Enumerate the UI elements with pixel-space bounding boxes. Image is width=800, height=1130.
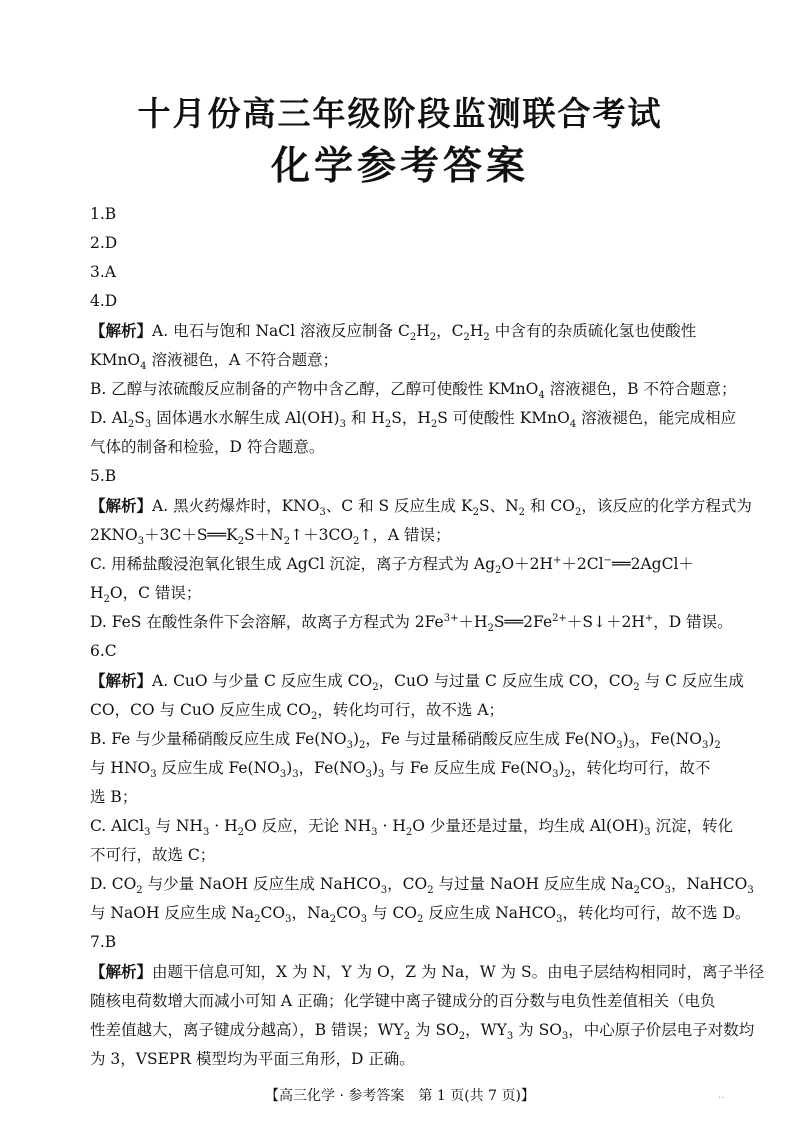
explanation-line: 【解析】A. CuO 与少量 C 反应生成 $CO_2$，CuO 与过量 C 反应生成 CO，$CO_2$ 与 C 反应生成 [90,671,744,694]
explanation-line: 气体的制备和检验，D 符合题意。 [90,438,325,456]
answer-label: 3.A [90,263,116,281]
explanation-line: B. 乙醇与浓硫酸反应制备的产物中含乙醇，乙醇可使酸性 KMnO$_4$ 溶液褪色，B 不符合题意； [90,380,737,402]
explanation-line: 选 B； [90,788,138,806]
explanation-line: 不可行，故选 C； [90,846,216,864]
explanation-line: C. 用稀盐酸浸泡氧化银生成 AgCl 沉淀，离子方程式为 $Ag_2O+2H^++2Cl^-══2AgCl+$ [90,554,694,577]
document-title: 十月份高三年级阶段监测联合考试 [137,94,663,133]
answer-content [90,200,765,1074]
answer-label: 4.D [90,292,118,310]
explanation-line: 为 3，VSEPR 模型均为平面三角形，D 正确。 [90,1050,415,1068]
answer-label: 1.B [90,205,117,223]
explanation-line: 与 NaOH 反应生成 $Na_2CO_3$，$Na_2CO_3$ 与 $CO_2$ 反应生成 NaHCO$_3$，转化均可行，故不选 D。 [90,904,751,926]
answer-label: 5.B [90,467,117,485]
explanation-line: $2KNO_3+3C+S══K_2S+N_2↑+3CO_2↑$，A 错误； [90,526,451,548]
answer-label: 6.C [90,642,117,660]
explanation-line: C. AlCl$_3$ 与 $NH_3 \cdot H_2O$ 反应，无论 $NH_3 \cdot H_2O$ 少量还是过量，均生成 $Al(OH)_3$ 沉淀，转化 [90,817,734,839]
answer-label: 2.D [90,234,118,252]
explanation-line: 【解析】由题干信息可知，X 为 N，Y 为 O，Z 为 Na，W 为 S。由电子层结构相同时，离子半径 [90,962,765,981]
explanation-line: B. Fe 与少量稀硝酸反应生成 $Fe(NO_3)_2$，Fe 与过量稀硝酸反应生成 $Fe(NO_3)_3$，$Fe(NO_3)_2$ [90,730,721,752]
explanation-line: 性差值越大，离子键成分越高），B 错误；$WY_2$ 为 $SO_2$，$WY_3$ 为 $SO_3$，中心原子价层电子对数均 [90,1021,755,1043]
page-corner-mark: .. [718,1090,725,1101]
explanation-line: 与 $HNO_3$ 反应生成 $Fe(NO_3)_3$，$Fe(NO_3)_3$ 与 Fe 反应生成 $Fe(NO_3)_2$，转化均可行，故不 [90,759,711,781]
explanation-line: CO，CO 与 CuO 反应生成 $CO_2$，转化均可行，故不选 A； [90,701,504,723]
explanation-line: 【解析】A. 电石与饱和 NaCl 溶液反应制备 $C_2H_2$，$C_2H_2$ 中含有的杂质硫化氢也使酸性 [90,321,697,344]
explanation-line: D. $CO_2$ 与少量 NaOH 反应生成 NaHCO$_3$，$CO_2$ 与过量 NaOH 反应生成 $Na_2CO_3$，NaHCO$_3$ [90,875,754,897]
explanation-line: D. $Al_2S_3$ 固体遇水水解生成 $Al(OH)_3$ 和 $H_2S$，$H_2S$ 可使酸性 KMnO$_4$ 溶液褪色，能完成相应 [90,409,737,431]
explanation-line: $H_2O$，C 错误； [90,584,202,606]
explanation-line: 随核电荷数增大而减小可知 A 正确；化学键中离子键成分的百分数与电负性差值相关（电负 [90,992,716,1010]
answer-label: 7.B [90,933,117,951]
explanation-line: D. FeS 在酸性条件下会溶解，故离子方程式为 $2Fe^{3+}+H_2S══2Fe^{2+}+S↓+2H^+$，D 错误。 [90,612,733,635]
page-footer: 【高三化学 · 参考答案 第 1 页(共 7 页)】 [265,1088,535,1104]
explanation-line: 【解析】A. 黑火药爆炸时，$KNO_3$、C 和 S 反应生成 $K_2S$、$N_2$ 和 $CO_2$，该反应的化学方程式为 [90,496,752,519]
explanation-line: KMnO$_4$ 溶液褪色，A 不符合题意； [90,351,339,373]
document-subtitle: 化学参考答案 [270,143,529,189]
